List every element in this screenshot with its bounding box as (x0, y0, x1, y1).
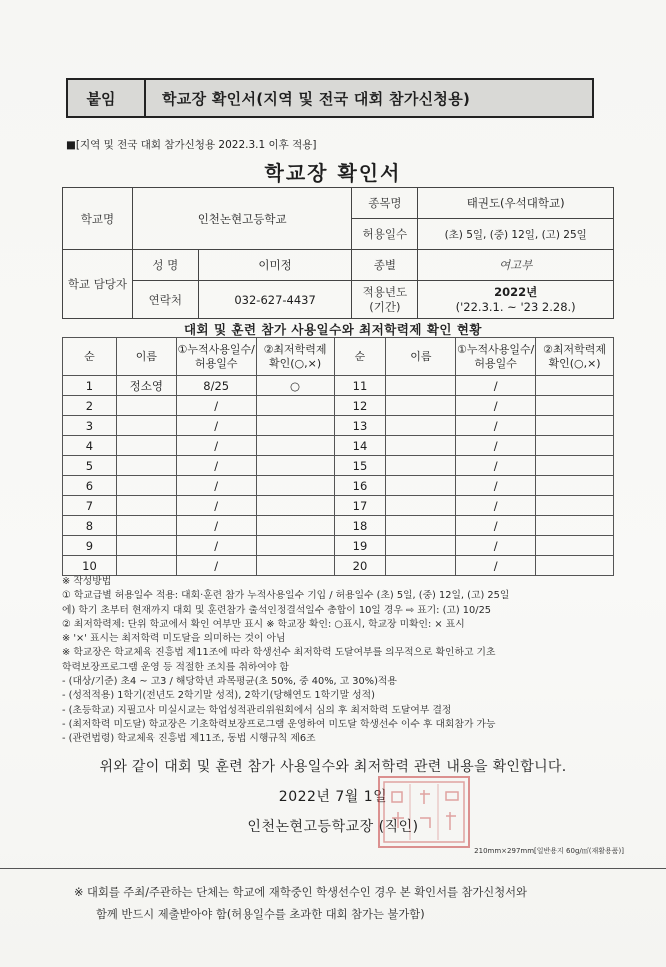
days-used: / (456, 396, 536, 416)
min-academic-check (256, 536, 334, 556)
category-label: 종별 (352, 250, 418, 281)
instruction-line: ※ 학교장은 학교체육 진흥법 제11조에 따라 학생선수 최저학력 도달여부를 의무적으로 확인하고 기초 (62, 647, 496, 659)
min-academic-check (536, 536, 614, 556)
row-number: 17 (334, 496, 386, 516)
col-header: ①누적사용일수/허용일수 (456, 338, 536, 376)
table-row (63, 396, 614, 416)
min-academic-check (256, 436, 334, 456)
table-row (63, 536, 614, 556)
row-number: 7 (63, 496, 117, 516)
days-used: / (176, 516, 256, 536)
year-label: 적용년도 (기간) (352, 281, 418, 319)
days-used: / (176, 436, 256, 456)
athlete-name (386, 456, 456, 476)
paper-spec: 210mm×297mm[일반용지 60g/㎡(재활용품)] (474, 847, 624, 855)
days-used: / (176, 536, 256, 556)
athlete-name (116, 556, 176, 576)
row-number: 15 (334, 456, 386, 476)
min-academic-check: ○ (256, 376, 334, 396)
table-row (63, 436, 614, 456)
days-used: / (456, 496, 536, 516)
days-value: (초) 5일, (중) 12일, (고) 25일 (418, 219, 614, 250)
days-used: / (456, 476, 536, 496)
min-academic-check (536, 436, 614, 456)
principal-signature: 인천논현고등학교장 (직인) (247, 819, 419, 835)
min-academic-check (536, 416, 614, 436)
row-number: 5 (63, 456, 117, 476)
footer-note-line: 함께 반드시 제출받아야 함(허용일수를 초과한 대회 참가는 불가함) (96, 908, 425, 921)
min-academic-check (536, 456, 614, 476)
contact-value: 032-627-4437 (198, 281, 352, 319)
instructions (62, 575, 622, 747)
footer-divider (0, 868, 666, 869)
days-used: / (456, 536, 536, 556)
footer-note (74, 882, 634, 926)
min-academic-check (536, 396, 614, 416)
min-academic-check (256, 396, 334, 416)
header-gap (134, 78, 144, 118)
instruction-line: - (최저학력 미도달) 학교장은 기초학력보장프로그램 운영하여 미도달 학생선수 이수 후 대회참가 가능 (62, 718, 496, 730)
athlete-name (116, 416, 176, 436)
instruction-line: - (초등학교) 지필고사 미실시교는 학업성적관리위원회에서 심의 후 최저학력 도달여부 결정 (62, 704, 452, 716)
athlete-name (386, 536, 456, 556)
row-number: 11 (334, 376, 386, 396)
name-value: 이미정 (198, 250, 352, 281)
instruction-line: - (대상/기준) 초4 ~ 고3 / 해당학년 과목평균(초 50%, 중 40%, 고 30%)적용 (62, 676, 397, 688)
row-number: 18 (334, 516, 386, 536)
col-header: 이름 (116, 338, 176, 376)
document-title: 학교장 확인서 (264, 161, 402, 185)
row-number: 2 (63, 396, 117, 416)
row-number: 3 (63, 416, 117, 436)
instruction-line: - (관련법령) 학교체육 진흥법 제11조, 동법 시행규칙 제6조 (62, 733, 316, 745)
min-academic-check (536, 496, 614, 516)
confirmation-text: 위와 같이 대회 및 훈련 참가 사용일수와 최저학력 관련 내용을 확인합니다. (99, 759, 567, 775)
athlete-name (116, 496, 176, 516)
issue-date: 2022년 7월 1일 (278, 789, 388, 805)
row-number: 20 (334, 556, 386, 576)
event-label: 종목명 (352, 188, 418, 219)
instruction-line: ※ 작성방법 (62, 576, 112, 587)
days-used: 8/25 (176, 376, 256, 396)
athlete-name (386, 496, 456, 516)
athlete-name (386, 436, 456, 456)
days-used: / (456, 416, 536, 436)
school-name: 인천논현고등학교 (132, 188, 352, 250)
col-header: ②최저학력제 확인(○,×) (536, 338, 614, 376)
school-label: 학교명 (63, 188, 133, 250)
min-academic-check (256, 456, 334, 476)
min-academic-check (256, 516, 334, 536)
table-row (63, 496, 614, 516)
col-header: 순 (334, 338, 386, 376)
athlete-name (386, 516, 456, 536)
section-title: 대회 및 훈련 참가 사용일수와 최저학력제 확인 현황 (183, 322, 483, 337)
col-header: 이름 (386, 338, 456, 376)
row-number: 4 (63, 436, 117, 456)
table-row (63, 456, 614, 476)
athlete-name (116, 436, 176, 456)
days-used: / (456, 436, 536, 456)
days-used: / (176, 476, 256, 496)
min-academic-check (536, 556, 614, 576)
attachment-title: 학교장 확인서(지역 및 전국 대회 참가신청용) (144, 78, 594, 118)
year-value: 2022년 (494, 284, 538, 299)
row-number: 8 (63, 516, 117, 536)
instruction-line: 학력보장프로그램 운영 등 적절한 조치를 취하여야 함 (62, 661, 289, 673)
athlete-name (386, 376, 456, 396)
table-row (63, 376, 614, 396)
instruction-line: ※ '×' 표시는 최저학력 미도달을 의미하는 것이 아님 (62, 633, 286, 645)
contact-label: 연락처 (132, 281, 198, 319)
year-cell (418, 281, 614, 319)
athlete-name (386, 476, 456, 496)
min-academic-check (256, 416, 334, 436)
min-academic-check (536, 376, 614, 396)
name-label: 성 명 (132, 250, 198, 281)
athlete-name (386, 416, 456, 436)
table-header-row (63, 338, 614, 376)
athlete-name (386, 396, 456, 416)
row-number: 13 (334, 416, 386, 436)
min-academic-check (536, 476, 614, 496)
row-number: 6 (63, 476, 117, 496)
row-number: 9 (63, 536, 117, 556)
attachment-tag: 붙임 (66, 78, 134, 118)
col-header: ①누적사용일수/허용일수 (176, 338, 256, 376)
athlete-name (116, 456, 176, 476)
days-used: / (176, 496, 256, 516)
row-number: 19 (334, 536, 386, 556)
table-row (63, 516, 614, 536)
athlete-name (116, 516, 176, 536)
instruction-line: ① 학교급별 허용일수 적용: 대회·훈련 참가 누적사용일수 기입 / 허용일수 (초) 5일, (중) 12일, (고) 25일 (62, 590, 510, 602)
instruction-line: - (성적적용) 1학기(전년도 2학기말 성적), 2학기(당해연도 1학기말 성적) (62, 690, 375, 702)
row-number: 10 (63, 556, 117, 576)
row-number: 14 (334, 436, 386, 456)
athlete-name (386, 556, 456, 576)
info-table (62, 187, 614, 319)
row-number: 1 (63, 376, 117, 396)
min-academic-check (536, 516, 614, 536)
athlete-name (116, 476, 176, 496)
applicability-note: ■[지역 및 전국 대회 참가신청용 2022.3.1 이후 적용] (66, 139, 317, 151)
days-used: / (456, 556, 536, 576)
min-academic-check (256, 476, 334, 496)
instruction-line: ② 최저학력제: 단위 학교에서 확인 여부만 표시 ※ 학교장 확인: ○표시, 학교장 미확인: × 표시 (62, 618, 465, 630)
official-seal-stamp (378, 776, 470, 848)
table-row (63, 416, 614, 436)
row-number: 12 (334, 396, 386, 416)
days-used: / (176, 556, 256, 576)
days-used: / (176, 416, 256, 436)
days-used: / (456, 456, 536, 476)
athlete-table (62, 337, 614, 576)
instruction-line: 에) 학기 초부터 현재까지 대회 및 훈련참가 출석인정결석일수 총합이 10일 경우 ⇨ 표기: (고) 10/25 (62, 604, 492, 616)
attachment-header (66, 78, 594, 118)
col-header: 순 (63, 338, 117, 376)
days-used: / (176, 456, 256, 476)
category-value: 여고부 (418, 250, 614, 281)
min-academic-check (256, 496, 334, 516)
athlete-name: 정소영 (116, 376, 176, 396)
seal-graphic (380, 778, 468, 846)
athlete-name (116, 536, 176, 556)
min-academic-check (256, 556, 334, 576)
days-label: 허용일수 (352, 219, 418, 250)
table-row (63, 476, 614, 496)
athlete-name (116, 396, 176, 416)
days-used: / (456, 376, 536, 396)
row-number: 16 (334, 476, 386, 496)
days-used: / (456, 516, 536, 536)
col-header: ②최저학력제 확인(○,×) (256, 338, 334, 376)
period-value: ('22.3.1. ~ '23 2.28.) (455, 299, 576, 314)
days-used: / (176, 396, 256, 416)
footer-note-line: ※ 대회를 주최/주관하는 단체는 학교에 재학중인 학생선수인 경우 본 확인서를 참가신청서와 (74, 886, 527, 899)
manager-label: 학교 담당자 (63, 250, 133, 319)
table-row (63, 556, 614, 576)
event-value: 태권도(우석대학교) (418, 188, 614, 219)
